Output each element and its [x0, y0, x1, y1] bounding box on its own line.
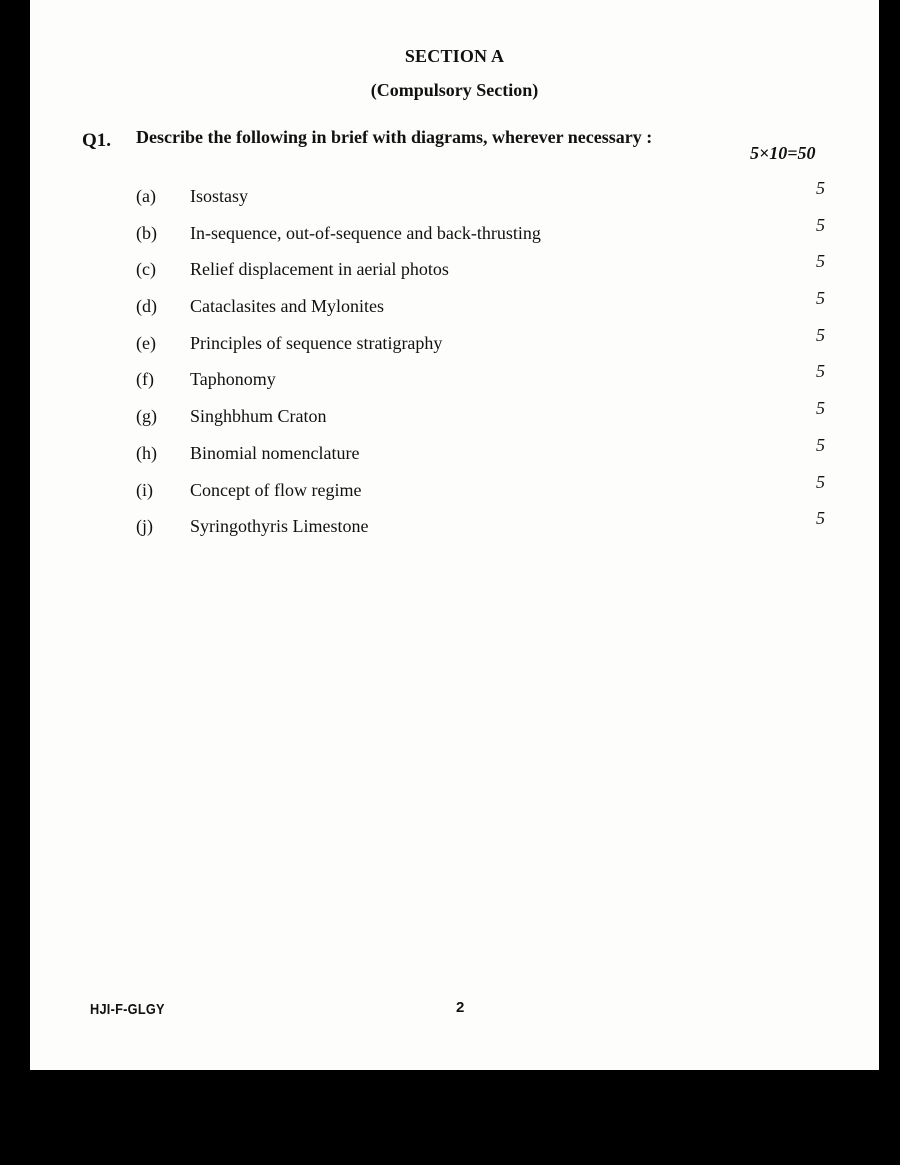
- item-text: Cataclasites and Mylonites: [190, 296, 384, 317]
- item-text: In-sequence, out-of-sequence and back-thrusting: [190, 222, 541, 243]
- question-item: [136, 214, 836, 260]
- question-item: [136, 471, 836, 517]
- item-text: Binomial nomenclature: [190, 442, 360, 463]
- item-marks: 5: [816, 471, 825, 492]
- item-marks: 5: [816, 324, 825, 345]
- question-item: [136, 508, 836, 553]
- item-label: (e): [136, 332, 156, 353]
- question-item: [136, 398, 836, 443]
- page-number: 2: [456, 999, 465, 1016]
- item-text: Taphonomy: [190, 369, 276, 390]
- item-label: (j): [136, 516, 153, 537]
- item-text: Isostasy: [190, 186, 248, 206]
- item-marks: 5: [816, 251, 825, 272]
- item-label: (d): [136, 296, 157, 317]
- item-marks: 5: [816, 508, 825, 529]
- item-label: (g): [136, 406, 157, 427]
- item-label: (f): [136, 369, 154, 390]
- item-marks: 5: [816, 398, 825, 419]
- item-marks: 5: [816, 434, 825, 455]
- question-total-marks: 5×10=50: [750, 143, 816, 163]
- question-stem: Describe the following in brief with diagrams, wherever necessary :: [136, 127, 653, 147]
- item-marks: 5: [816, 214, 825, 235]
- question-item: [136, 324, 836, 370]
- item-text: Concept of flow regime: [190, 479, 362, 500]
- question-item: [136, 361, 836, 406]
- item-text: Syringothyris Limestone: [190, 516, 369, 537]
- item-label: (b): [136, 222, 157, 243]
- question-items-list: [136, 178, 836, 553]
- item-marks: 5: [816, 288, 825, 309]
- question-item: [136, 434, 836, 480]
- question-item: [136, 251, 836, 296]
- item-label: (i): [136, 479, 153, 500]
- question-item: [136, 178, 836, 223]
- paper-code: HJI-F-GLGY: [90, 1001, 165, 1018]
- scan-edge-right: [880, 0, 900, 1070]
- item-marks: 5: [816, 361, 825, 382]
- question-number: Q1.: [82, 130, 112, 151]
- item-label: (c): [136, 259, 156, 280]
- section-subtitle: (Compulsory Section): [370, 80, 539, 100]
- item-text: Singhbhum Craton: [190, 406, 327, 427]
- item-marks: 5: [816, 178, 825, 198]
- item-text: Relief displacement in aerial photos: [190, 259, 449, 280]
- item-text: Principles of sequence stratigraphy: [190, 332, 443, 353]
- section-title: SECTION A: [404, 46, 505, 66]
- question-item: [136, 288, 836, 333]
- exam-page: [30, 0, 879, 1070]
- item-label: (h): [136, 442, 157, 463]
- item-label: (a): [136, 186, 156, 206]
